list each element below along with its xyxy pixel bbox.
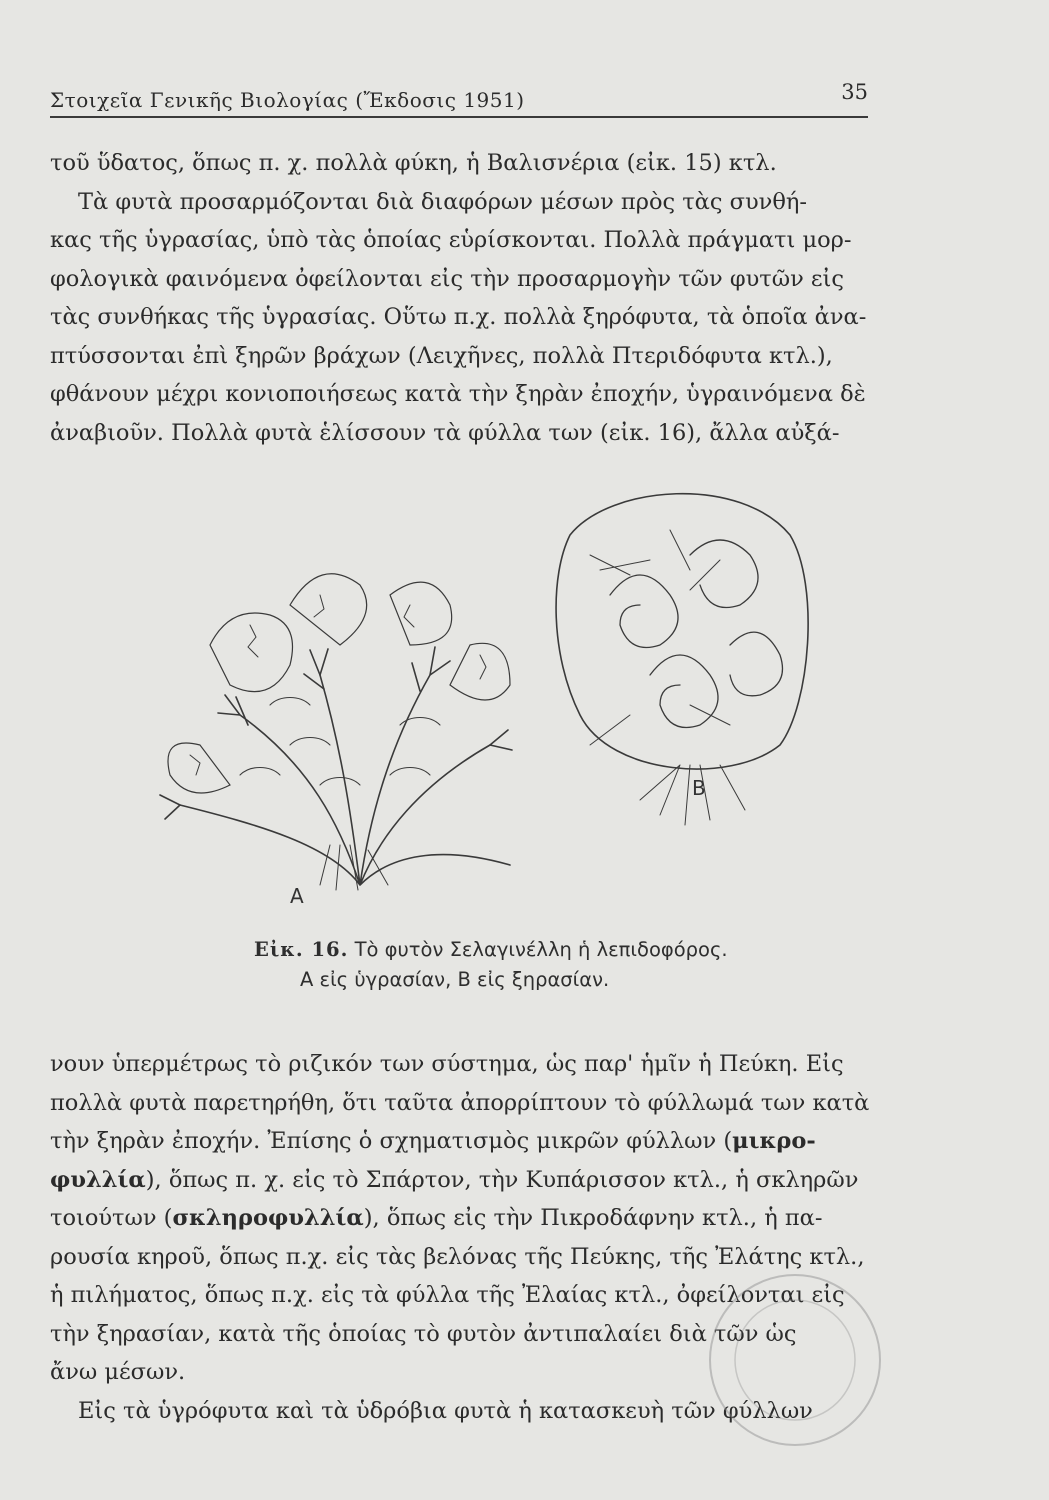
term-mikrofyllia-part2: φυλλία: [50, 1166, 146, 1193]
text-line: φολογικὰ φαινόμενα ὀφείλονται εἰς τὴν προσαρμογὴν τῶν φυτῶν εἰς: [50, 265, 844, 292]
term-sklirofyllia: σκληροφυλλία: [172, 1205, 364, 1231]
text-line: φθάνουν μέχρι κονιοποιήσεως κατὰ τὴν ξηρὰν ἐποχήν, ὑγραινόμενα δὲ: [50, 381, 866, 407]
page-number: 35: [841, 80, 868, 104]
figure-caption: [254, 935, 728, 995]
text-run: τὴν ξηρὰν ἐποχήν. Ἐπίσης ὁ σχηματισμὸς μικρῶν φύλλων (: [50, 1128, 733, 1154]
caption-line-1: Τὸ φυτὸν Σελαγινέλλη ἡ λεπιδοφόρος.: [354, 938, 728, 961]
text-line: Εἰς τὰ ὑγρόφυτα καὶ τὰ ὑδρόβια φυτὰ ἡ κατασκευὴ τῶν φύλλων: [78, 1397, 813, 1424]
text-run: τοιούτων (: [50, 1205, 173, 1231]
text-line: τὴν ξηρασίαν, κατὰ τῆς ὁποίας τὸ φυτὸν ἀντιπαλαίει διὰ τῶν ὡς: [50, 1320, 797, 1347]
text-line: τοῦ ὕδατος, ὅπως π. χ. πολλὰ φύκη, ἡ Βαλισνέρια (εἰκ. 15) κτλ.: [50, 150, 777, 176]
text-line: πολλὰ φυτὰ παρετηρήθη, ὅτι ταῦτα ἀπορρίπτουν τὸ φύλλωμά των κατὰ: [50, 1089, 870, 1116]
text-line: κας τῆς ὑγρασίας, ὑπὸ τὰς ὁποίας εὑρίσκονται. Πολλὰ πράγματι μορ-: [50, 227, 852, 253]
header-title: Στοιχεῖα Γενικῆς Βιολογίας (Ἔκδοσις 1951): [50, 88, 525, 112]
caption-number: Εἰκ. 16.: [254, 938, 349, 961]
text-run: ), ὅπως εἰς τὴν Πικροδάφνην κτλ., ἡ πα-: [363, 1205, 823, 1231]
text-line: ἡ πιλήματος, ὅπως π.χ. εἰς τὰ φύλλα τῆς Ἐλαίας κτλ., ὀφείλονται εἰς: [50, 1282, 845, 1308]
text-line: [50, 1122, 872, 1161]
figure-label-b: B: [692, 776, 706, 800]
text-line: ἄνω μέσων.: [50, 1359, 186, 1385]
library-stamp: [700, 1220, 890, 1480]
running-header: [50, 78, 868, 118]
caption-line-2: A εἰς ὑγρασίαν, B εἰς ξηρασίαν.: [300, 968, 610, 991]
paragraph-top: [50, 144, 872, 452]
text-line: ρουσία κηροῦ, ὅπως π.χ. εἰς τὰς βελόνας τῆς Πεύκης, τῆς Ἐλάτης κτλ.,: [50, 1243, 865, 1270]
figure-selaginella: [90, 445, 890, 915]
text-line: νουν ὑπερμέτρως τὸ ριζικόν των σύστημα, ὡς παρ' ἡμῖν ἡ Πεύκη. Εἰς: [50, 1051, 844, 1077]
text-line: [50, 1161, 872, 1200]
text-line: ἀναβιοῦν. Πολλὰ φυτὰ ἑλίσσουν τὰ φύλλα των (εἰκ. 16), ἄλλα αὐξά-: [50, 419, 840, 446]
text-run: ), ὅπως π. χ. εἰς τὸ Σπάρτον, τὴν Κυπάρισσον κτλ., ἡ σκληρῶν: [145, 1166, 859, 1193]
text-line: τὰς συνθήκας τῆς ὑγρασίας. Οὕτω π.χ. πολλὰ ξηρόφυτα, τὰ ὁποῖα ἀνα-: [50, 304, 867, 330]
text-line: Τὰ φυτὰ προσαρμόζονται διὰ διαφόρων μέσων πρὸς τὰς συνθή-: [78, 188, 807, 215]
plant-b-illustration: [556, 494, 808, 825]
text-line: πτύσσονται ἐπὶ ξηρῶν βράχων (Λειχῆνες, πολλὰ Πτεριδόφυτα κτλ.),: [50, 342, 833, 369]
plant-a-illustration: [160, 574, 512, 890]
term-mikrofyllia-part1: μικρο-: [732, 1128, 816, 1154]
figure-label-a: A: [290, 884, 304, 908]
